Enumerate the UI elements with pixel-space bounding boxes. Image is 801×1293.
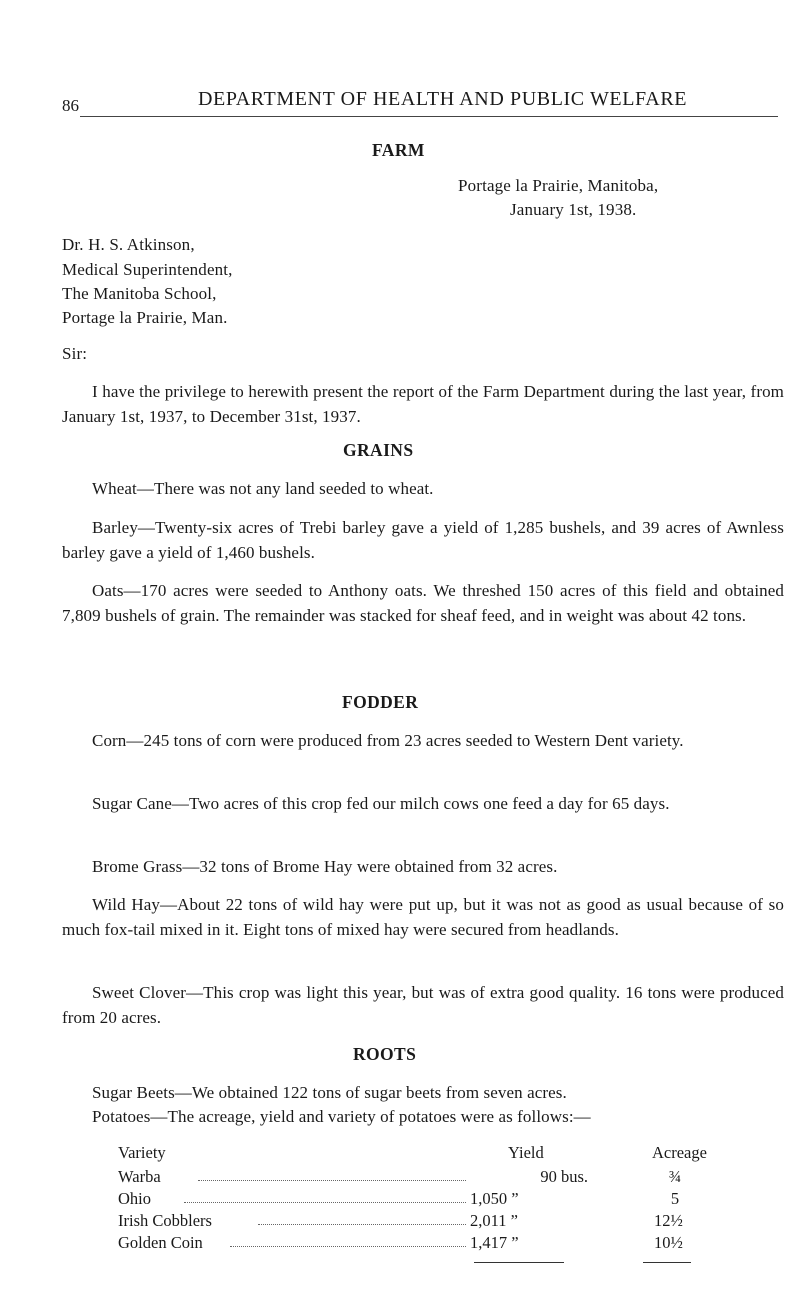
acreage-cell: ¾ (668, 1167, 682, 1186)
header-rule (80, 116, 778, 117)
potatoes-paragraph: Potatoes—The acreage, yield and variety of potatoes were as follows:— (92, 1107, 591, 1126)
roots-heading: ROOTS (353, 1044, 417, 1064)
acreage-cell: 5 (670, 1189, 680, 1208)
leader-dots (198, 1180, 466, 1181)
farm-heading: FARM (372, 140, 425, 160)
leader-dots (258, 1224, 466, 1225)
letter-place: Portage la Prairie, Manitoba, (458, 176, 659, 195)
sugar-cane-paragraph: Sugar Cane—Two acres of this crop fed our milch cows one feed a day for 65 days. (92, 794, 670, 813)
sweet-clover-paragraph: Sweet Clover—This crop was light this year, but was of extra good quality. 16 tons were produced from 20 acres. (62, 983, 784, 1027)
leader-dots (230, 1246, 466, 1247)
fodder-heading: FODDER (342, 692, 419, 712)
barley-paragraph: Barley—Twenty-six acres of Trebi barley gave a yield of 1,285 bushels, and 39 acres of Awnless barley gave a yield of 1,460 bushels. (62, 518, 784, 562)
wild-hay-paragraph: Wild Hay—About 22 tons of wild hay were put up, but it was not as good as usual because of so much fox-tail mixed in it. Eight tons of mixed hay were secured from headlands. (62, 895, 784, 939)
yield-cell: 90 bus. (540, 1167, 588, 1186)
variety-cell: Ohio (118, 1189, 151, 1208)
variety-cell: Warba (118, 1167, 161, 1186)
salutation: Sir: (62, 344, 88, 363)
acreage-sum-rule (643, 1262, 691, 1263)
intro-paragraph: I have the privilege to herewith present the report of the Farm Department during the last year, from January 1st, 1937, to December 31st, 1937. (62, 382, 784, 426)
yield-sum-rule (474, 1262, 564, 1263)
sugar-beets-paragraph: Sugar Beets—We obtained 122 tons of sugar beets from seven acres. (92, 1083, 567, 1102)
corn-paragraph: Corn—245 tons of corn were produced from 23 acres seeded to Western Dent variety. (92, 731, 684, 750)
yield-cell: 2,011 ” (470, 1211, 518, 1230)
variety-cell: Golden Coin (118, 1233, 203, 1252)
column-header-variety: Variety (118, 1143, 166, 1162)
oats-paragraph: Oats—170 acres were seeded to Anthony oats. We threshed 150 acres of this field and obtained 7,809 bushels of grain. The remainder was stacked for sheaf feed, and in weight was about 42 tons. (62, 581, 784, 625)
acreage-cell: 10½ (654, 1233, 683, 1252)
acreage-cell: 12½ (654, 1211, 683, 1230)
addressee-line: Dr. H. S. Atkinson, (62, 235, 195, 254)
leader-dots (184, 1202, 466, 1203)
column-header-yield: Yield (508, 1143, 544, 1162)
running-header: DEPARTMENT OF HEALTH AND PUBLIC WELFARE (198, 88, 688, 110)
letter-date: January 1st, 1938. (510, 200, 637, 219)
yield-cell: 1,417 ” (470, 1233, 519, 1252)
grains-heading: GRAINS (343, 440, 414, 460)
addressee-line: The Manitoba School, (62, 284, 217, 303)
brome-grass-paragraph: Brome Grass—32 tons of Brome Hay were obtained from 32 acres. (92, 857, 558, 876)
addressee-line: Medical Superintendent, (62, 260, 233, 279)
addressee-line: Portage la Prairie, Man. (62, 308, 228, 327)
yield-cell: 1,050 ” (470, 1189, 519, 1208)
page-number: 86 (62, 96, 79, 115)
column-header-acreage: Acreage (652, 1143, 707, 1162)
wheat-paragraph: Wheat—There was not any land seeded to wheat. (92, 479, 434, 498)
variety-cell: Irish Cobblers (118, 1211, 212, 1230)
